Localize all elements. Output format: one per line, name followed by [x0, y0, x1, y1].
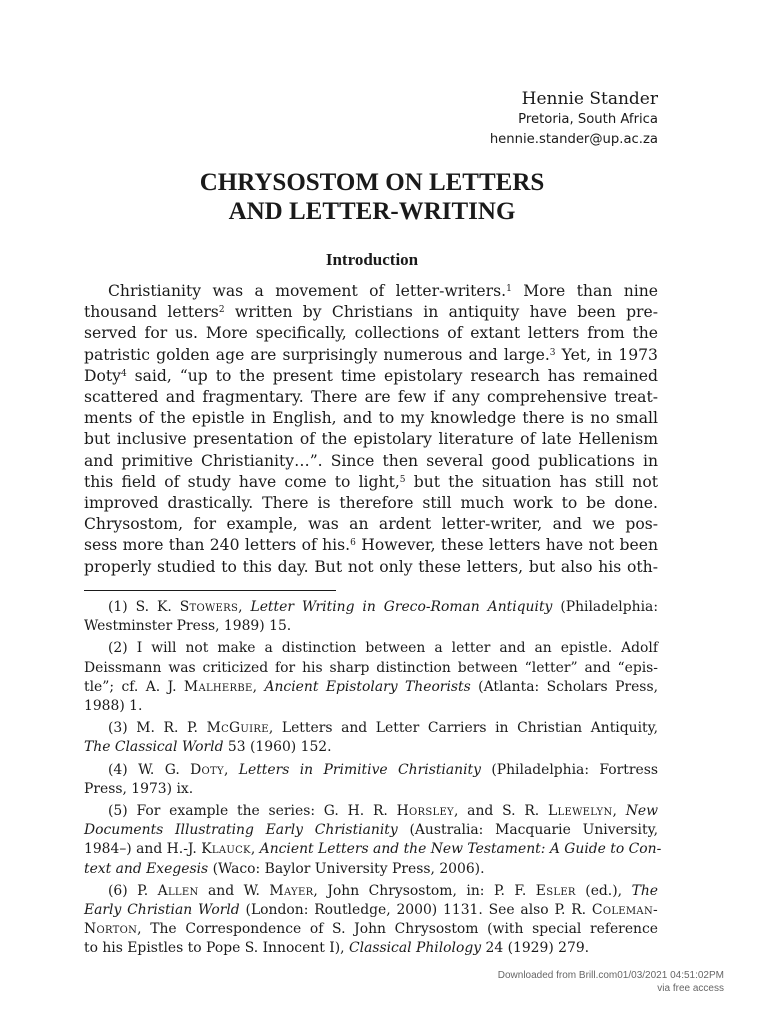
author-location: Pretoria, South Africa — [518, 112, 658, 127]
body-line: scattered and fragmentary. There are few if any comprehensive treat- — [84, 388, 658, 407]
body-line: served for us. More specifically, collections of extant letters from the — [84, 324, 658, 343]
title-line-1: CHRYSOSTOM ON LETTERS — [199, 169, 545, 196]
download-footer — [498, 969, 724, 995]
footnote-ref[interactable]: 4 — [120, 368, 127, 379]
body-line: sess more than 240 letters of his.$^6$ However, these letters have not been — [84, 536, 658, 555]
body-line: ments of the epistle in English, and to my knowledge there is no small — [84, 409, 658, 428]
body-line: Doty$^4$ said, “up to the present time epistolary research has remained — [84, 366, 658, 385]
author-block — [490, 88, 658, 150]
article-title — [84, 168, 660, 226]
access-note: via free access — [657, 983, 724, 994]
section-heading: Introduction — [325, 250, 419, 269]
body-line: Christianity was a movement of letter-writers.$^1$ More than nine — [108, 282, 658, 300]
body-line: but inclusive presentation of the epistolary literature of late Hellenism — [84, 430, 658, 449]
footnote-5: (5) For example the series: G. H. R. Horsley, and S. R. Llewelyn, New Documents Illustrating Early Christianity (Australia: Macquarie University, 1984–) and H.-J. Klauck, Ancient Letters and the New Testament: A Guide to Con- text and Exegesis (Waco: Baylor University Press, 2006). — [84, 803, 662, 877]
body-line: patristic golden age are surprisingly numerous and large.$^3$ Yet, in 1973 — [84, 345, 658, 364]
footnote-ref[interactable]: 6 — [350, 538, 356, 549]
footnote-1: (1) S. K. Stowers, Letter Writing in Greco-Roman Antiquity (Philadelphia: Westminster Press, 1989) 15. — [84, 599, 658, 635]
body-line: this field of study have come to light,$^5$ but the situation has still not — [84, 472, 658, 491]
footnotes — [84, 598, 662, 962]
body-line: and primitive Christianity…”. Since then several good publications in — [84, 451, 658, 470]
author-email: hennie.stander@up.ac.za — [489, 132, 658, 147]
footnote-4: (4) W. G. Doty, Letters in Primitive Christianity (Philadelphia: Fortress Press, 1973) ix. — [84, 761, 658, 797]
footnote-ref[interactable]: 3 — [549, 347, 556, 358]
footnote-ref[interactable]: 1 — [506, 284, 512, 295]
body-paragraph — [84, 281, 658, 578]
download-stamp: Downloaded from Brill.com01/03/2021 04:51:02PM — [497, 970, 724, 981]
footnote-6: (6) P. Allen and W. Mayer, John Chrysostom, in: P. F. Esler (ed.), The Early Christian World (London: Routledge, 2000) 1131. See also P. R. Coleman- Norton, The Correspondence of S. John Chrysostom (with special reference to his Epistles to Pope S. Innocent I), Classical Philology 24 (1929) 279. — [84, 882, 658, 957]
body-line: Chrysostom, for example, was an ardent letter-writer, and we pos- — [84, 515, 658, 534]
body-line: improved drastically. There is therefore still much work to be done. — [84, 494, 658, 513]
footnote-2: (2) I will not make a distinction between a letter and an epistle. Adolf Deissmann was criticized for his sharp distinction between “letter” and “epis- tle”; cf. A. J. Malherbe, Ancient Epistolary Theorists (Atlanta: Scholars Press, 1988) 1. — [84, 640, 658, 715]
body-line: thousand letters$^2$ written by Christians in antiquity have been pre- — [84, 303, 658, 322]
footnote-ref[interactable]: 5 — [399, 474, 406, 485]
footnote-divider — [84, 590, 336, 591]
title-line-2: AND LETTER-WRITING — [228, 198, 516, 225]
author-name: Hennie Stander — [521, 89, 658, 109]
footnote-3: (3) M. R. P. McGuire, Letters and Letter Carriers in Christian Antiquity, The Classical World 53 (1960) 152. — [84, 720, 659, 756]
footnote-ref[interactable]: 2 — [218, 305, 225, 316]
body-line: properly studied to this day. But not only these letters, but also his oth- — [84, 557, 658, 576]
